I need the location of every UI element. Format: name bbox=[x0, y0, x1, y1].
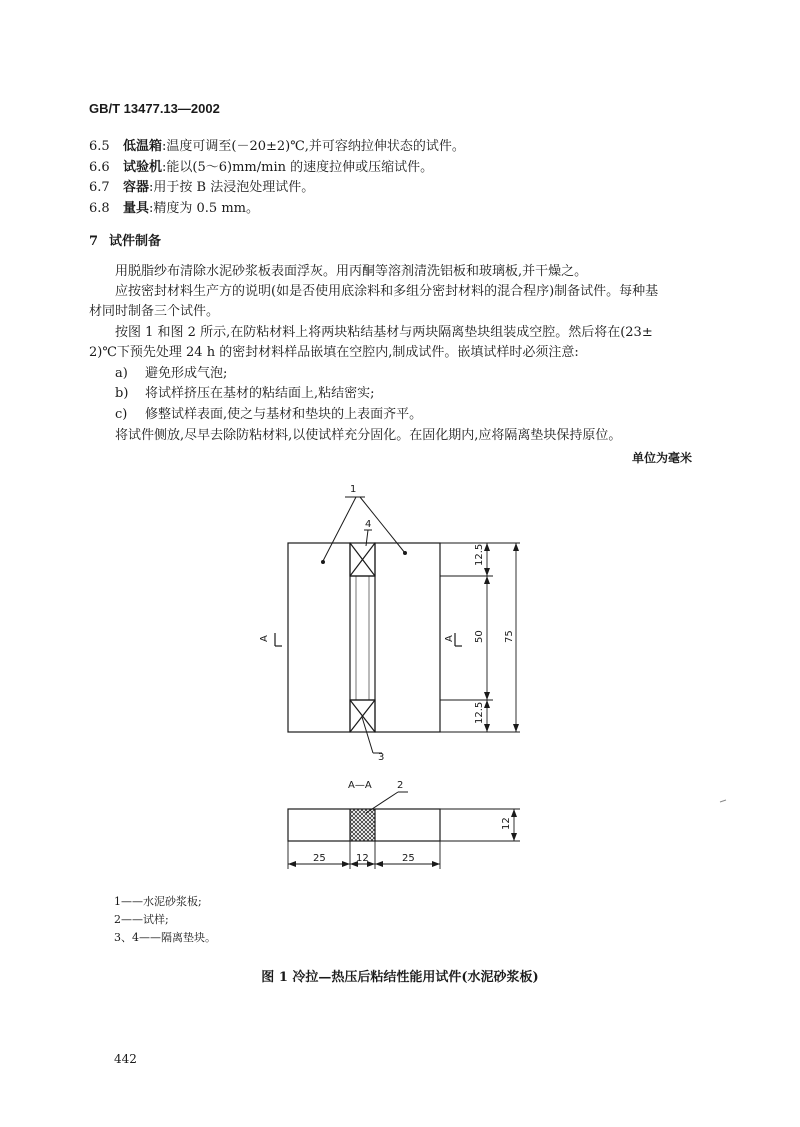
section-mark-right: A bbox=[444, 635, 455, 642]
legend-item: 2——试样; bbox=[114, 913, 169, 926]
dim-12-mid: 12 bbox=[356, 853, 369, 864]
clause-number: 6.6 bbox=[89, 160, 110, 175]
clause-number: 6.5 bbox=[89, 139, 110, 154]
list-label: c) bbox=[115, 407, 128, 422]
callout-3-label: 3 bbox=[378, 752, 385, 763]
paragraph: 按图 1 和图 2 所示,在防粘材料上将两块粘结基材与两块隔离垫块组装成空腔。然后将在(23± bbox=[115, 325, 653, 340]
unit-note: 单位为毫米 bbox=[631, 451, 692, 465]
list-label: a) bbox=[115, 366, 128, 381]
clause-number: 6.7 bbox=[89, 180, 110, 195]
paragraph: 应按密封材料生产方的说明(如是否使用底涂料和多组分密封材料的混合程序)制备试件。每种基 bbox=[115, 284, 659, 299]
callout-1-label: 1 bbox=[350, 484, 357, 495]
right-mortar-plate bbox=[375, 543, 440, 732]
list-text: 将试样挤压在基材的粘结面上,粘结密实; bbox=[145, 386, 375, 401]
section-number: 7 bbox=[89, 234, 99, 249]
section-aa-title: A—A bbox=[348, 780, 372, 791]
dim-75: 75 bbox=[504, 630, 515, 643]
clause-number: 6.8 bbox=[89, 201, 110, 216]
section-mark-left: A bbox=[259, 635, 270, 642]
paragraph-continued: 2)℃下预先处理 24 h 的密封材料样品嵌填在空腔内,制成试件。嵌填试样时必须注意: bbox=[89, 345, 579, 360]
clause-term: 容器 bbox=[123, 180, 150, 195]
paragraph: 用脱脂纱布清除水泥砂浆板表面浮灰。用丙酮等溶剂清洗铝板和玻璃板,并干燥之。 bbox=[115, 264, 588, 279]
clause-text: :温度可调至(－20±2)℃,并可容纳拉伸状态的试件。 bbox=[162, 139, 465, 154]
dim-12-5-top: 12.5 bbox=[474, 543, 485, 566]
page-number: 442 bbox=[114, 1052, 137, 1066]
legend-item: 1——水泥砂浆板; bbox=[114, 895, 202, 908]
clause-term: 量具 bbox=[123, 201, 150, 216]
dim-12-thickness: 12 bbox=[501, 817, 512, 830]
specimen-hatched bbox=[350, 809, 375, 841]
list-text: 修整试样表面,使之与基材和垫块的上表面齐平。 bbox=[145, 407, 423, 422]
paragraph-continued: 材同时制备三个试件。 bbox=[89, 304, 220, 319]
clause-term: 低温箱 bbox=[123, 139, 163, 154]
paragraph: 将试件侧放,尽早去除防粘材料,以使试样充分固化。在固化期内,应将隔离垫块保持原位。 bbox=[115, 428, 622, 443]
callout-4-label: 4 bbox=[365, 519, 372, 530]
section-markers bbox=[275, 633, 462, 646]
dim-25-right: 25 bbox=[402, 853, 415, 864]
legend-item: 3、4——隔离垫块。 bbox=[114, 931, 216, 944]
callout-1-leaders bbox=[323, 497, 405, 561]
clause-text: :精度为 0.5 mm。 bbox=[149, 201, 259, 216]
clause-text: :用于按 B 法浸泡处理试件。 bbox=[149, 180, 315, 195]
figure-caption: 图 1 冷拉—热压后粘结性能用试件(水泥砂浆板) bbox=[261, 970, 539, 985]
left-mortar-plate bbox=[288, 543, 350, 732]
section-title: 试件制备 bbox=[109, 234, 162, 249]
clause-term: 试验机 bbox=[123, 160, 163, 175]
standard-number-header: GB/T 13477.13—2002 bbox=[89, 101, 220, 116]
callout-2-label: 2 bbox=[397, 780, 404, 791]
dim-50: 50 bbox=[474, 630, 485, 643]
clause-text: :能以(5～6)mm/min 的速度拉伸或压缩试件。 bbox=[162, 160, 434, 175]
list-text: 避免形成气泡; bbox=[145, 366, 228, 381]
callout-3-leader bbox=[362, 717, 382, 753]
dim-25-left: 25 bbox=[313, 853, 326, 864]
dim-12-5-bottom: 12.5 bbox=[474, 701, 485, 724]
list-label: b) bbox=[115, 386, 129, 401]
